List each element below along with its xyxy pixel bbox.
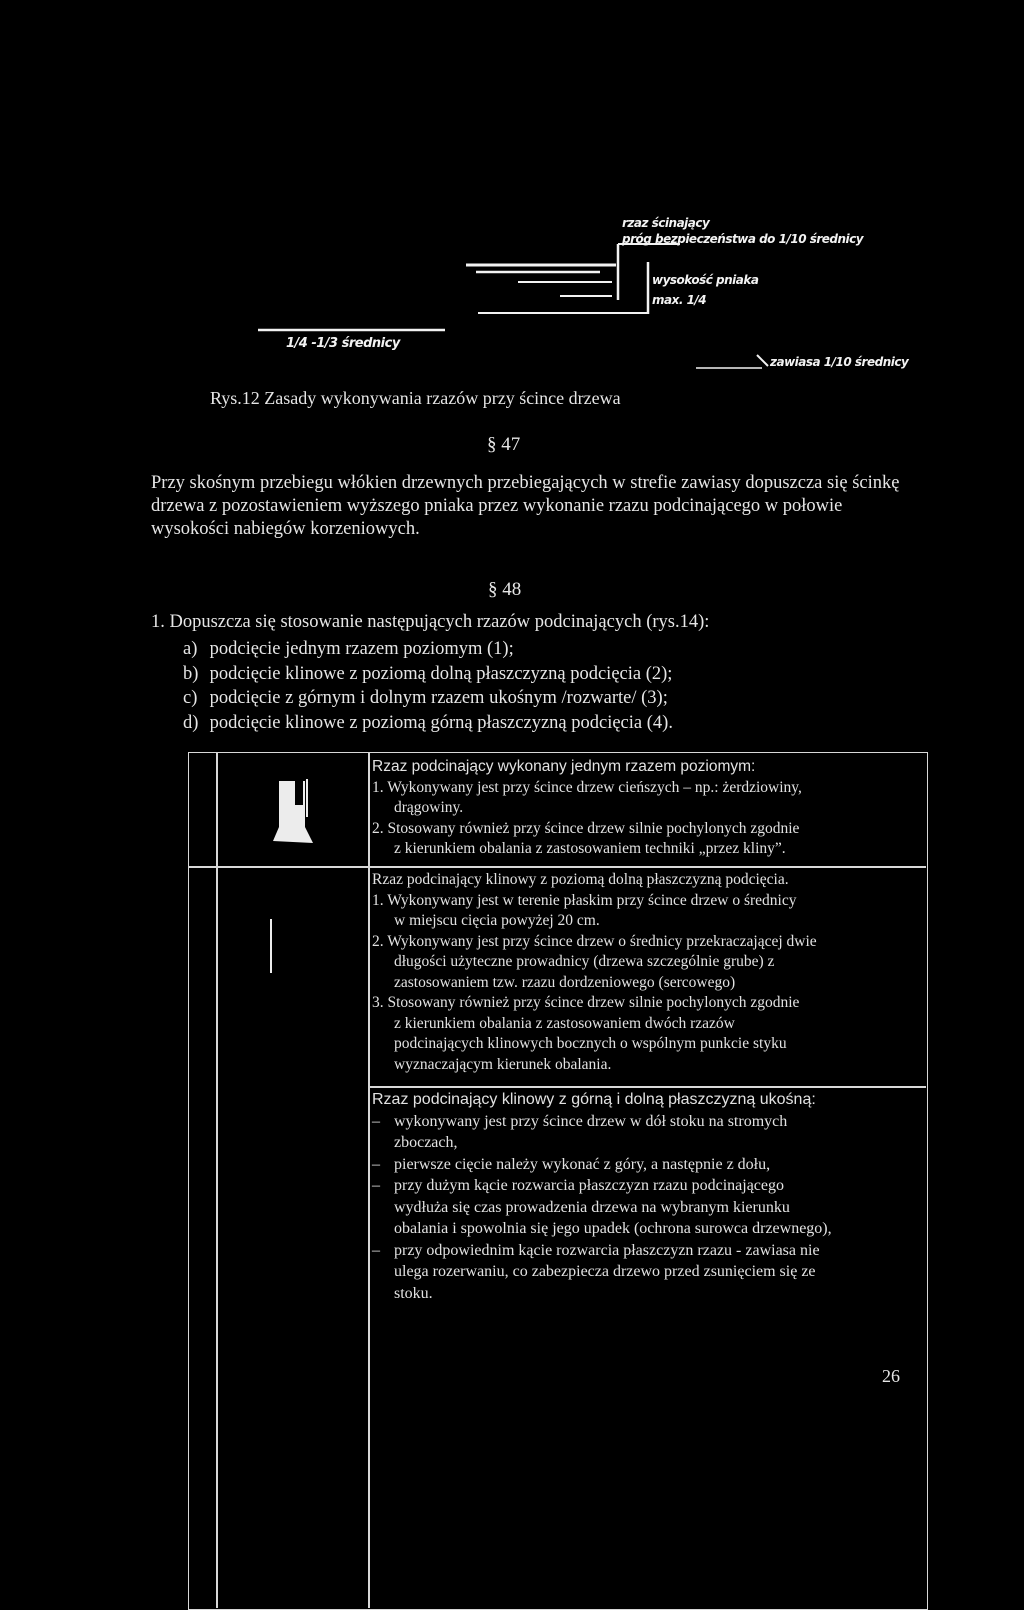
single-horizontal-cut-illustration xyxy=(249,773,329,853)
table-divider-right xyxy=(368,753,370,1608)
row-title: Rzaz podcinający klinowy z górną i dolną płaszczyzną ukośną: xyxy=(372,1091,816,1108)
section-47-text: Przy skośnym przebiegu włókien drzewnych przebiegających w strefie zawiasy dopuszcza się ścinkę drzewa z pozostawieniem wyższego pniaka przez wykonanie rzazu podcinającego w połowie wysokości nabiegów korzeniowych. xyxy=(151,473,900,539)
label-stump-height: wysokość pniaka xyxy=(652,273,759,287)
row-item: 2. Stosowany również przy ścince drzew silnie pochylonych zgodnie xyxy=(372,819,800,837)
list-item: b) podcięcie klinowe z poziomą dolną płaszczyzną podcięcia (2); xyxy=(183,663,673,684)
row-item: – wykonywany jest przy ścince drzew w dół stoku na stromych zboczach, xyxy=(372,1112,788,1151)
felling-cuts-diagram xyxy=(0,0,1024,400)
offset-pointer xyxy=(757,355,768,366)
figure-caption: Rys.12 Zasady wykonywania rzazów przy ścince drzewa xyxy=(210,388,621,408)
row-item: – przy odpowiednim kącie rozwarcia płaszczyzn rzazu - zawiasa nie ulega rozerwaniu, co zabezpiecza drzewo przed zsunięciem się ze stoku. xyxy=(372,1241,820,1302)
table-row: Rzaz podcinający wykonany jednym rzazem poziomym: 1. Wykonywany jest przy ścince drzew cieńszych – np.: żerdziowiny, drągowiny. 2. Stosowany również przy ścince drzew silnie pochylonych zgodnie z kierunkiem obalania z zastosowaniem techniki „przez kliny”. xyxy=(372,757,922,860)
label-stump-max: max. 1/4 xyxy=(652,293,707,307)
table-row-divider xyxy=(368,1086,926,1088)
page-number: 26 xyxy=(882,1366,900,1386)
row-item: 2. Wykonywany jest przy ścince drzew o średnicy przekraczającej dwie xyxy=(372,932,817,950)
list-item: c) podcięcie z górnym i dolnym rzazem ukośnym /rozwarte/ (3); xyxy=(183,688,668,708)
table-row-divider xyxy=(189,866,926,868)
undercut-table xyxy=(188,752,928,1610)
table-row: Rzaz podcinający klinowy z poziomą dolną płaszczyzną podcięcia. 1. Wykonywany jest w terenie płaskim przy ścince drzew o średnicy w miejscu cięcia powyżej 20 cm. 2. Wykonywany jest przy ścince drzew o średnicy przekraczającej dwie długości użyteczne prowadnicy (drzewa szczególnie grube) z zastosowaniem tzw. rzazu dordzeniowego (sercowego) 3. Stosowany również przy ścince drzew silnie pochylonych zgodnie z kierunkiem obalania z zastosowaniem dwóch rzazów podcinających klinowych bocznych o wspólnym punkcie styku wyznaczającym kierunek obalania. xyxy=(372,870,922,1075)
table-row xyxy=(372,1089,922,1304)
row-title: Rzaz podcinający wykonany jednym rzazem poziomym: xyxy=(372,758,756,775)
undercut-types-list xyxy=(183,637,673,735)
section-47-sign: § 47 xyxy=(487,434,521,455)
list-item: a) podcięcie jednym rzazem poziomym (1); xyxy=(183,639,514,659)
section-48-sign: § 48 xyxy=(488,579,522,600)
label-notch: rzaz ścinający xyxy=(622,216,710,230)
list-item: d) podcięcie klinowe z poziomą górną płaszczyzną podcięcia (4). xyxy=(183,712,673,733)
row-item: 1. Wykonywany jest w terenie płaskim przy ścince drzew o średnicy xyxy=(372,891,797,909)
label-safety-threshold: próg bezpieczeństwa do 1/10 średnicy xyxy=(622,232,864,246)
row-item: 1. Wykonywany jest przy ścince drzew cieńszych – np.: żerdziowiny, xyxy=(372,778,802,796)
row-title: Rzaz podcinający klinowy z poziomą dolną płaszczyzną podcięcia. xyxy=(372,871,789,888)
wedge-cut-illustration xyxy=(263,913,283,983)
row-item: – przy dużym kącie rozwarcia płaszczyzn rzazu podcinającego wydłuża się czas prowadzenia drzewa na wybranym kierunku obalania i spowolnia się jego upadek (ochrona surowca drzewnego), xyxy=(372,1177,832,1237)
row-item: 3. Stosowany również przy ścince drzew silnie pochylonych zgodnie xyxy=(372,994,800,1011)
section-48-intro: 1. Dopuszcza się stosowanie następujących rzazów podcinających (rys.14): xyxy=(151,612,710,632)
table-divider-left xyxy=(216,753,218,1608)
label-offset: zawiasa 1/10 średnicy xyxy=(770,355,909,369)
row-item: – pierwsze cięcie należy wykonać z góry, a następnie z dołu, xyxy=(372,1155,771,1173)
label-hinge-width: 1/4 -1/3 średnicy xyxy=(286,336,400,351)
